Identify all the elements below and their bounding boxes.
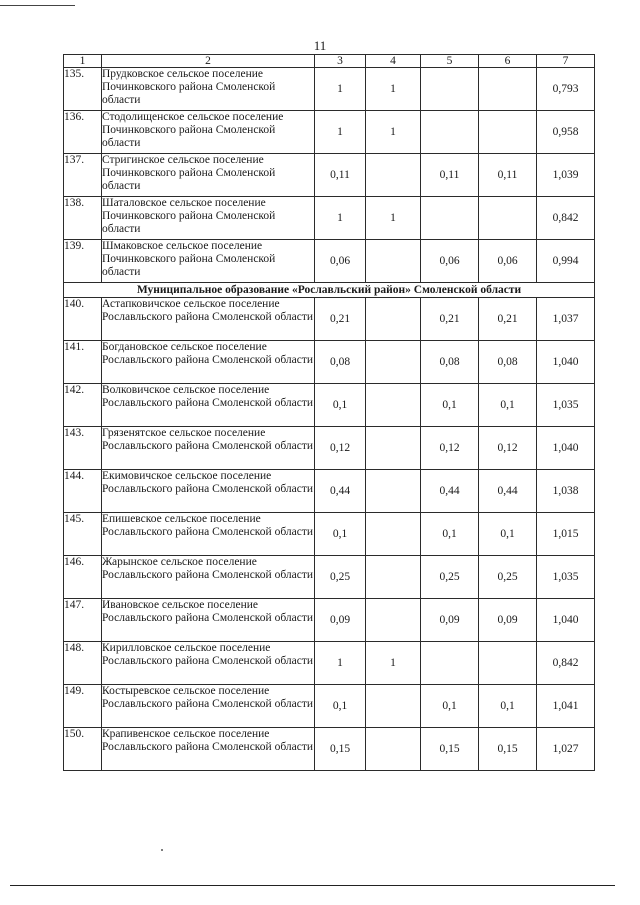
value-col-4: 1 (366, 197, 421, 240)
value-col-5: 0,11 (421, 154, 479, 197)
row-number: 146. (64, 556, 102, 599)
settlement-name: Ивановское сельское поселение Рославльского района Смоленской области (102, 599, 315, 642)
value-col-5 (421, 642, 479, 685)
value-col-5: 0,44 (421, 470, 479, 513)
table-row (64, 341, 595, 384)
value-col-6: 0,09 (479, 599, 537, 642)
row-number: 140. (64, 298, 102, 341)
value-col-7: 0,793 (537, 68, 595, 111)
value-col-7: 1,015 (537, 513, 595, 556)
column-header: 5 (421, 55, 479, 68)
settlement-name: Кирилловское сельское поселение Рославльского района Смоленской области (102, 642, 315, 685)
value-col-6 (479, 68, 537, 111)
column-header: 3 (315, 55, 366, 68)
value-col-6: 0,12 (479, 427, 537, 470)
value-col-3: 0,09 (315, 599, 366, 642)
settlement-name: Волковичское сельское поселение Рославльского района Смоленской области (102, 384, 315, 427)
table-row (64, 728, 595, 771)
settlement-name: Жарынское сельское поселение Рославльского района Смоленской области (102, 556, 315, 599)
table-row (64, 685, 595, 728)
value-col-3: 0,44 (315, 470, 366, 513)
table-body-pochinok (64, 68, 595, 283)
value-col-7: 1,038 (537, 470, 595, 513)
table-row (64, 513, 595, 556)
row-number: 150. (64, 728, 102, 771)
value-col-4 (366, 556, 421, 599)
value-col-5 (421, 111, 479, 154)
table-row (64, 599, 595, 642)
value-col-3: 0,06 (315, 240, 366, 283)
value-col-5: 0,1 (421, 513, 479, 556)
table-row (64, 240, 595, 283)
value-col-5: 0,12 (421, 427, 479, 470)
value-col-6 (479, 642, 537, 685)
settlement-name: Шмаковское сельское поселение Починковского района Смоленской области (102, 240, 315, 283)
value-col-6: 0,06 (479, 240, 537, 283)
value-col-4: 1 (366, 642, 421, 685)
value-col-6: 0,08 (479, 341, 537, 384)
row-number: 135. (64, 68, 102, 111)
row-number: 148. (64, 642, 102, 685)
value-col-6: 0,25 (479, 556, 537, 599)
column-header: 2 (102, 55, 315, 68)
value-col-3: 0,1 (315, 685, 366, 728)
value-col-6 (479, 197, 537, 240)
value-col-7: 1,040 (537, 599, 595, 642)
value-col-7: 1,040 (537, 341, 595, 384)
table-row (64, 556, 595, 599)
coefficients-table (63, 54, 595, 771)
settlement-name: Шаталовское сельское поселение Починковского района Смоленской области (102, 197, 315, 240)
row-number: 141. (64, 341, 102, 384)
table-row (64, 154, 595, 197)
row-number: 139. (64, 240, 102, 283)
value-col-4 (366, 298, 421, 341)
value-col-5: 0,06 (421, 240, 479, 283)
value-col-7: 1,027 (537, 728, 595, 771)
value-col-7: 1,035 (537, 384, 595, 427)
settlement-name: Астапковичское сельское поселение Рославльского района Смоленской области (102, 298, 315, 341)
page-number: 11 (313, 38, 327, 53)
section-row (64, 283, 595, 298)
value-col-5: 0,1 (421, 384, 479, 427)
settlement-name: Грязенятское сельское поселение Рославльского района Смоленской области (102, 427, 315, 470)
settlement-name: Костыревское сельское поселение Рославльского района Смоленской области (102, 685, 315, 728)
row-number: 144. (64, 470, 102, 513)
value-col-3: 1 (315, 111, 366, 154)
value-col-6: 0,1 (479, 685, 537, 728)
value-col-3: 1 (315, 68, 366, 111)
row-number: 145. (64, 513, 102, 556)
table-body-roslavl (64, 298, 595, 771)
value-col-6: 0,1 (479, 513, 537, 556)
value-col-5: 0,25 (421, 556, 479, 599)
value-col-7: 1,041 (537, 685, 595, 728)
scan-speck (161, 849, 163, 851)
section-title: Муниципальное образование «Рославльский район» Смоленской области (64, 283, 595, 298)
header-row (64, 55, 595, 68)
value-col-3: 1 (315, 642, 366, 685)
value-col-7: 1,037 (537, 298, 595, 341)
table-row (64, 384, 595, 427)
value-col-7: 0,994 (537, 240, 595, 283)
table-row (64, 68, 595, 111)
value-col-6 (479, 111, 537, 154)
value-col-6: 0,1 (479, 384, 537, 427)
settlement-name: Стодолищенское сельское поселение Починковского района Смоленской области (102, 111, 315, 154)
value-col-5: 0,08 (421, 341, 479, 384)
value-col-6: 0,44 (479, 470, 537, 513)
settlement-name: Стригинское сельское поселение Починковского района Смоленской области (102, 154, 315, 197)
value-col-7: 0,842 (537, 197, 595, 240)
settlement-name: Епишевское сельское поселение Рославльского района Смоленской области (102, 513, 315, 556)
column-header: 7 (537, 55, 595, 68)
value-col-4 (366, 240, 421, 283)
row-number: 147. (64, 599, 102, 642)
row-number: 149. (64, 685, 102, 728)
value-col-5: 0,1 (421, 685, 479, 728)
value-col-3: 1 (315, 197, 366, 240)
column-header: 4 (366, 55, 421, 68)
value-col-4: 1 (366, 111, 421, 154)
table-row (64, 470, 595, 513)
top-rule (0, 5, 75, 6)
row-number: 143. (64, 427, 102, 470)
bottom-rule (10, 885, 615, 886)
column-header: 6 (479, 55, 537, 68)
value-col-3: 0,1 (315, 513, 366, 556)
value-col-5: 0,21 (421, 298, 479, 341)
value-col-6: 0,11 (479, 154, 537, 197)
value-col-4 (366, 154, 421, 197)
table-row (64, 642, 595, 685)
value-col-3: 0,12 (315, 427, 366, 470)
value-col-3: 0,25 (315, 556, 366, 599)
value-col-5: 0,15 (421, 728, 479, 771)
value-col-4 (366, 728, 421, 771)
table-body-section (64, 283, 595, 298)
settlement-name: Прудковское сельское поселение Починковского района Смоленской области (102, 68, 315, 111)
table-row (64, 298, 595, 341)
value-col-3: 0,08 (315, 341, 366, 384)
row-number: 138. (64, 197, 102, 240)
value-col-7: 1,035 (537, 556, 595, 599)
row-number: 142. (64, 384, 102, 427)
value-col-5 (421, 197, 479, 240)
value-col-6: 0,21 (479, 298, 537, 341)
value-col-7: 1,040 (537, 427, 595, 470)
value-col-4 (366, 685, 421, 728)
value-col-4 (366, 470, 421, 513)
value-col-4 (366, 513, 421, 556)
value-col-4 (366, 599, 421, 642)
value-col-7: 0,958 (537, 111, 595, 154)
value-col-3: 0,1 (315, 384, 366, 427)
settlement-name: Екимовичское сельское поселение Рославльского района Смоленской области (102, 470, 315, 513)
value-col-3: 0,21 (315, 298, 366, 341)
column-header: 1 (64, 55, 102, 68)
table-row (64, 427, 595, 470)
table-row (64, 197, 595, 240)
value-col-3: 0,11 (315, 154, 366, 197)
settlement-name: Крапивенское сельское поселение Рославльского района Смоленской области (102, 728, 315, 771)
value-col-5 (421, 68, 479, 111)
value-col-4: 1 (366, 68, 421, 111)
value-col-7: 1,039 (537, 154, 595, 197)
value-col-7: 0,842 (537, 642, 595, 685)
value-col-6: 0,15 (479, 728, 537, 771)
table-row (64, 111, 595, 154)
value-col-4 (366, 384, 421, 427)
row-number: 136. (64, 111, 102, 154)
value-col-3: 0,15 (315, 728, 366, 771)
settlement-name: Богдановское сельское поселение Рославльского района Смоленской области (102, 341, 315, 384)
value-col-4 (366, 341, 421, 384)
value-col-5: 0,09 (421, 599, 479, 642)
row-number: 137. (64, 154, 102, 197)
value-col-4 (366, 427, 421, 470)
